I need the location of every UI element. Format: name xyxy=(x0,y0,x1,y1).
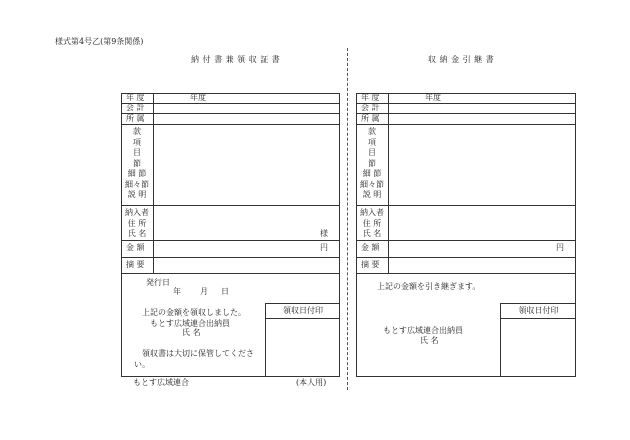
budget-labels: 款 項 目 節 細 節 細々節 説 明 xyxy=(125,127,149,199)
r-receiver-org: もとす広域連合出納員 xyxy=(383,326,463,335)
r-amount-unit: 円 xyxy=(556,243,564,252)
r-stamp-label: 領収日付印 xyxy=(518,306,559,315)
payer-labels: 納入者 住 所 氏 名 xyxy=(125,208,149,238)
receipt-title: 納 付 書 兼 領 収 証 書 xyxy=(191,55,281,64)
fiscal-year-label: 年 度 xyxy=(126,93,145,102)
date-month: 月 xyxy=(200,287,208,296)
keep-note-cont: い。 xyxy=(134,360,150,369)
cut-line xyxy=(347,48,348,390)
r-department-label: 所 属 xyxy=(361,114,380,123)
amount-label: 金 額 xyxy=(126,243,145,252)
fiscal-year-field[interactable]: 年度 xyxy=(190,93,206,102)
remarks-label: 摘 要 xyxy=(126,260,145,269)
receiver-org: もとす広域連合出納員 xyxy=(150,319,230,328)
date-day: 日 xyxy=(221,287,229,296)
receiver-name-label: 氏 名 xyxy=(182,328,201,337)
footer-note: (本人用) xyxy=(296,378,327,387)
footer-org: もとす広域連合 xyxy=(133,378,189,387)
handover-text: 上記の金額を引き継ぎます。 xyxy=(377,282,481,291)
r-receiver-name-label: 氏 名 xyxy=(420,336,439,345)
issue-date-label: 発行日 xyxy=(146,278,170,287)
r-fiscal-year-field[interactable]: 年度 xyxy=(425,93,441,102)
keep-note: 領収書は大切に保管してくださ xyxy=(142,349,254,358)
form-id: 様式第4号乙(第9条関係) xyxy=(55,37,144,46)
account-label: 会 計 xyxy=(126,103,145,112)
date-year: 年 xyxy=(173,287,181,296)
r-account-label: 会 計 xyxy=(361,103,380,112)
r-budget-labels: 款 項 目 節 細 節 細々節 説 明 xyxy=(360,127,384,199)
honorific-sama: 様 xyxy=(320,229,328,238)
received-text: 上記の金額を領収しました。 xyxy=(142,308,246,317)
stamp-label: 領収日付印 xyxy=(283,306,323,315)
amount-unit: 円 xyxy=(320,243,328,252)
r-amount-label: 金 額 xyxy=(361,243,380,252)
r-remarks-label: 摘 要 xyxy=(361,260,380,269)
r-fiscal-year-label: 年 度 xyxy=(361,93,380,102)
handover-title: 収 納 金 引 継 書 xyxy=(428,55,495,64)
r-payer-labels: 納入者 住 所 氏 名 xyxy=(360,208,384,238)
department-label: 所 属 xyxy=(126,114,145,123)
